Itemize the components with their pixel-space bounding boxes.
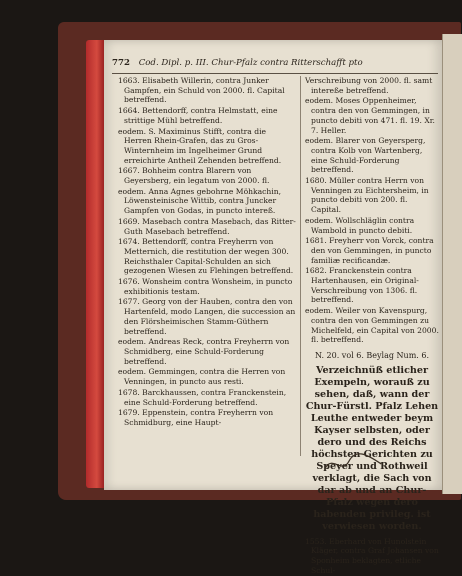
appendix-label: N. 20. vol 6. Beylag Num. 6. xyxy=(314,350,430,360)
running-title: Cod. Dipl. p. III. Chur-Pfalz contra Ritterschafft pto xyxy=(138,58,363,68)
list-item: Verschreibung von 2000. fl. samt intereße betreffend. xyxy=(305,76,433,95)
column-divider xyxy=(300,76,301,456)
list-item: eodem. Moses Oppenheimer, contra den von Gemmingen, in puncto debiti von 471. fl. 19. Xr. 7. Heller. xyxy=(305,96,435,135)
list-item: 1664. Bettendorff, contra Helmstatt, eine strittige Mühl betreffend. xyxy=(118,106,278,125)
list-item: 1682. Franckenstein contra Hartenhausen, ein Original-Verschreibung von 1306. fl. betreffend. xyxy=(305,266,419,305)
running-header xyxy=(112,58,442,72)
adjacent-page-edge xyxy=(442,34,462,494)
right-column xyxy=(305,76,439,575)
appendix-title: Verzeichnüß etlicher Exempeln, worauß zu sehen, daß, wann der Chur-Fürstl. Pfalz Lehen Leuthe entweder beym Kayser selbsten, oder dero und des Reichs höchsten Gerichten zu Speyer und Rothweil verklagt, die Sach von dar ab und an Chur-Pfalz wegen dero habenden privileg. ist verwiesen worden. xyxy=(305,364,439,532)
list-item: eodem. Weiler von Kavenspurg, contra den von Gemmingen zu Michelfeld, ein Capital von 2000. fl. betreffend. xyxy=(305,306,439,345)
list-item: eodem. Blarer von Geyersperg, contra Kolb von Wartenberg, eine Schuld-Forderung betreffend. xyxy=(305,136,426,175)
left-column xyxy=(118,76,296,486)
header-rule xyxy=(112,73,438,74)
list-item: 1677. Georg von der Hauben, contra den von Hartenfeld, modo Langen, die succession an den Flörsheimischen Stamm-Güthern betreffend. xyxy=(118,297,296,336)
list-item: eodem. S. Maximinus Stifft, contra die Herren Rhein-Grafen, das zu Gros-Winternheim im Ingelheimer Grund erreichirte Antheil Zehenden betreffend. xyxy=(118,126,282,165)
list-item: eodem. Gemmingen, contra die Herren von Venningen, in puncto aus resti. xyxy=(118,367,286,387)
list-item: 1681. Freyherr von Vorck, contra den von Gemmingen, in puncto familiæ recificandæ. xyxy=(305,236,434,265)
list-item: eodem. Wollschläglin contra Wambold in puncto debiti. xyxy=(305,215,415,235)
list-item: eodem. Anna Agnes gebohrne Möhkachin, Löwensteinische Wittib, contra Juncker Gampfen von Godas, in puncto intereß. xyxy=(118,186,282,216)
list-item: 1678. Barckhaussen, contra Franckenstein, eine Schuld-Forderung betreffend. xyxy=(118,387,287,407)
list-item: 1676. Wonsheim contra Wonsheim, in puncto exhibitionis testam. xyxy=(118,277,293,296)
page-number: 772 xyxy=(112,58,130,68)
list-item: eodem. Andreas Reck, contra Freyherrn von Schmidberg, eine Schuld-Forderung betreffend. xyxy=(118,337,290,366)
list-item: 1669. Masebach contra Masebach, das Ritter-Guth Masebach betreffend. xyxy=(118,216,296,236)
list-item: 1663. Elisabeth Willerin, contra Junker Gampfen, ein Schuld von 2000. fl. Capital betreffend. xyxy=(118,76,285,105)
list-item: 1553. Eberhard von Hunolstein Kläger, contra Graf Johansen von Sponheim beklagten, etliche Schul- xyxy=(305,536,439,575)
red-page-edge xyxy=(86,40,104,488)
list-item: 1679. Eppenstein, contra Freyherrn von Schmidburg, eine Haupt- xyxy=(118,408,274,427)
list-item: 1667. Bohheim contra Blarern von Geyersberg, ein legatum von 2000. fl. xyxy=(118,166,270,186)
list-item: 1680. Müller contra Herrn von Venningen zu Eichtersheim, in puncto debiti von 200. fl. Capital. xyxy=(305,176,429,215)
list-item: 1674. Bettendorff, contra Freyherrn von Metternich, die restitution der wegen 300. Reichsthaler Capital-Schulden an sich gezogenen Wiesen zu Flehingen betreffend. xyxy=(118,237,294,276)
